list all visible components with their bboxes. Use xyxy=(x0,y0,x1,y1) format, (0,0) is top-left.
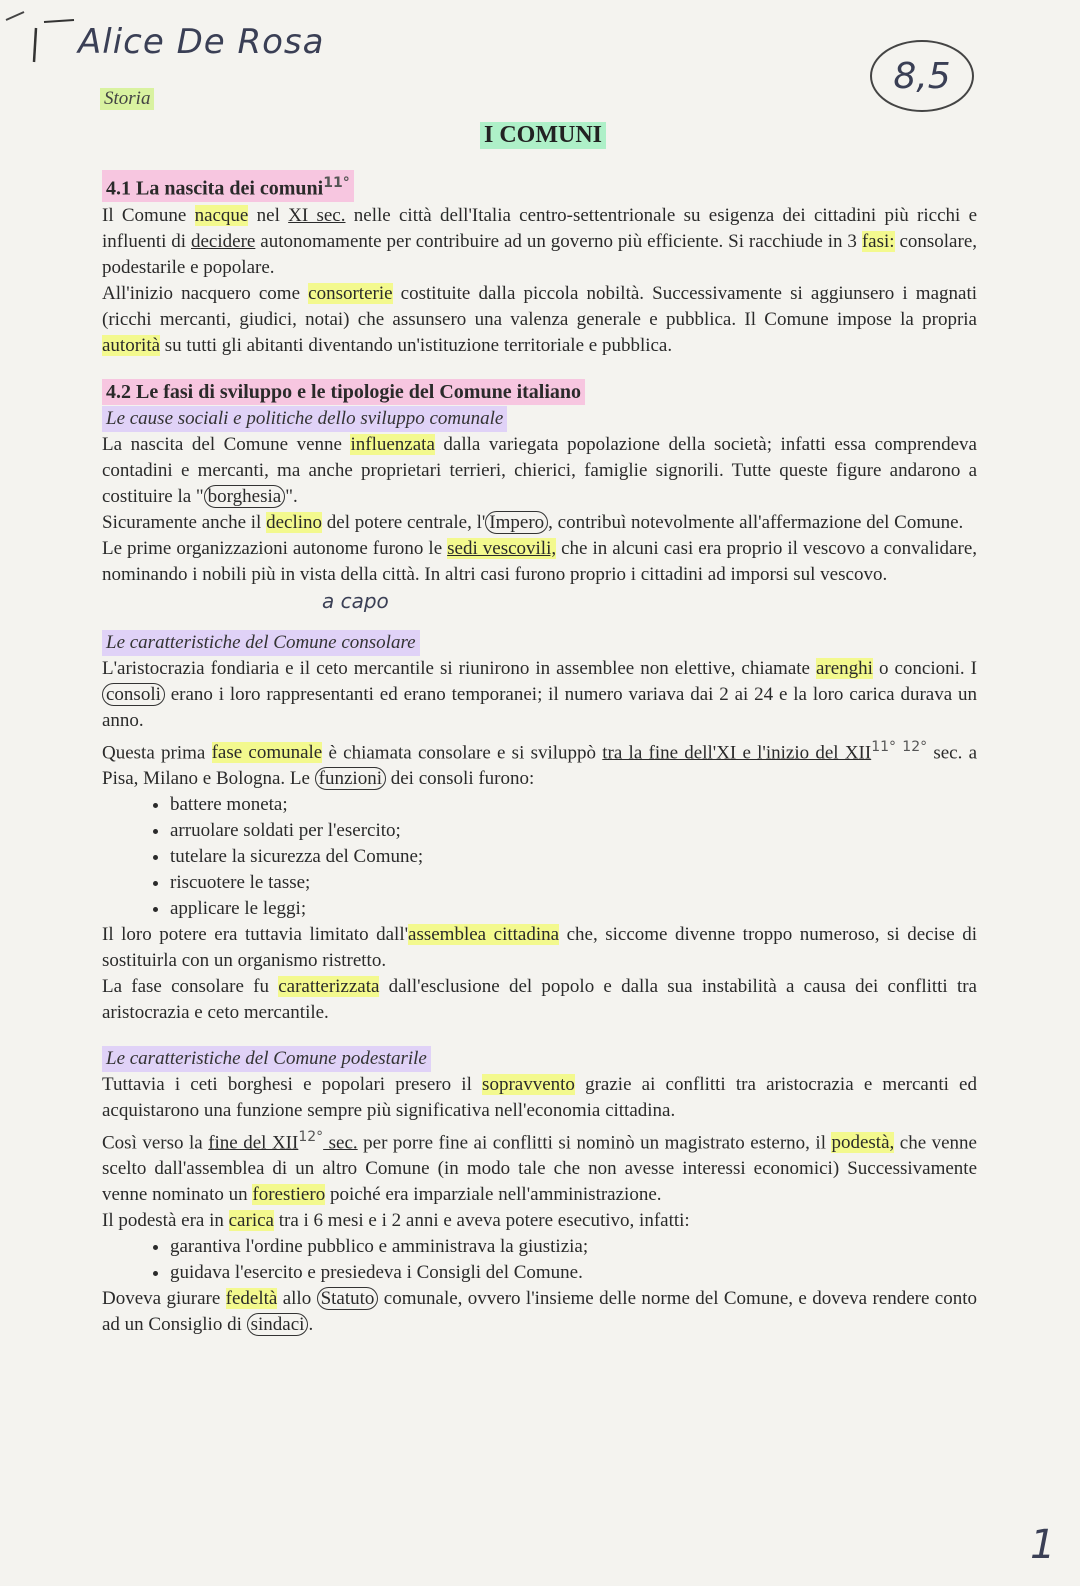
list-item: • riscuotere le tasse; xyxy=(170,870,977,896)
list-item: • battere moneta; xyxy=(170,792,977,818)
paragraph: Sicuramente anche il declino del potere centrale, l' Impero , contribuì notevolmente all'affermazione del Comune. xyxy=(102,511,964,533)
paragraph: Il Comune nacque nel XI sec. nelle città dell'Italia centro-settentrionale su esigenza dei cittadini più ricchi e influenti di decidere autonomamente per contribuire ad un governo più efficiente. Si racchiude in 3 fasi: consolare, podestarile e popolare. xyxy=(102,204,978,278)
section-heading: 4.1 La nascita dei comuni$^{11^\circ}$ xyxy=(102,170,354,202)
handwritten-note: 12° xyxy=(298,1128,324,1145)
section-heading: 4.2 Le fasi di sviluppo e le tipologie del Comune italiano xyxy=(102,379,585,405)
paragraph: Così verso la fine del XII$^{12^\circ}$ sec. per porre fine ai conflitti si nominò un magistrato esterno, il podestà, che venne scelto dall'assemblea di un altro Comune (in modo tale che non avesse interessi economici) Successivamente venne nominato un forestiero poiché era imparziale nell'amministrazione. xyxy=(102,1128,977,1206)
document-body xyxy=(102,170,977,1338)
page-title: I COMUNI xyxy=(480,122,606,149)
paragraph: Il podestà era in carica tra i 6 mesi e i 2 anni e aveva potere esecutivo, infatti: xyxy=(102,1210,690,1232)
list-item: • applicare le leggi; xyxy=(170,896,977,922)
paragraph: Questa prima fase comunale è chiamata consolare e si sviluppò tra la fine dell'XI e l'inizio del XII$^{11^\circ}$ $^{12^\circ}$ sec. a Pisa, Milano e Bologna. Le funzioni dei consoli furono: xyxy=(102,738,978,789)
paragraph: All'inizio nacquero come consorterie costituite dalla piccola nobiltà. Successivamente si aggiunsero i magnati (ricchi mercanti, giudici, notai) che assunsero una valenza generale e pubblica. Il Comune impose la propria autorità su tutti gli abitanti diventando un'istituzione territoriale e pubblica. xyxy=(102,282,977,356)
paragraph: La nascita del Comune venne influenzata dalla variegata popolazione della società; infatti essa comprendeva contadini e mercanti, ma anche proprietari terrieri, chierici, famiglie signorili. Tutte queste figure andarono a costituire la " borghesia ". xyxy=(102,433,977,507)
bullet-list xyxy=(102,792,977,922)
paragraph: L'aristocrazia fondiaria e il ceto mercantile si riunirono in assemblee non elettive, chiamate arenghi o concioni. I consoli erano i loro rappresentanti ed erano temporanei; il numero variava dai 2 ai 24 e la loro carica durava un anno. xyxy=(102,657,977,731)
grade-circle: 8,5 xyxy=(870,40,974,112)
list-item: • arruolare soldati per l'esercito; xyxy=(170,818,977,844)
bullet-list xyxy=(102,1234,977,1286)
paragraph: Il loro potere era tuttavia limitato dall'assemblea cittadina che, siccome divenne troppo numeroso, si decise di sostituirla con un organismo ristretto. xyxy=(102,923,977,971)
handwritten-note: a capo xyxy=(322,588,389,613)
handwritten-note: 11° xyxy=(323,175,350,191)
handwritten-note: 11° xyxy=(871,738,897,755)
author-name: Alice De Rosa xyxy=(78,22,325,62)
subheading: Le caratteristiche del Comune consolare xyxy=(102,630,420,656)
paragraph: Tuttavia i ceti borghesi e popolari presero il sopravvento grazie ai conflitti tra aristocrazia e mercanti ed acquistarono una funzione sempre più significativa nell'economia cittadina. xyxy=(102,1073,977,1121)
pen-stroke-mark xyxy=(2,6,82,66)
subheading: Le cause sociali e politiche dello sviluppo comunale xyxy=(102,406,507,432)
section-4-2 xyxy=(102,379,977,1339)
paragraph: La fase consolare fu caratterizzata dall'esclusione del popolo e dalla sua instabilità a causa dei conflitti tra aristocrazia e ceto mercantile. xyxy=(102,975,977,1023)
paragraph: Doveva giurare fedeltà allo Statuto comunale, ovvero l'insieme delle norme del Comune, e doveva rendere conto ad un Consiglio di sindaci . xyxy=(102,1288,977,1336)
page-number: 1 xyxy=(1030,1522,1056,1568)
list-item: • guidava l'esercito e presiedeva i Consigli del Comune. xyxy=(170,1260,977,1286)
paragraph: Le prime organizzazioni autonome furono le sedi vescovili, che in alcuni casi era proprio il vescovo a convalidare, nominando i nobili più in vista della città. In altri casi furono proprio i cittadini ad imporsi sul vescovo. xyxy=(102,537,978,585)
section-4-1 xyxy=(102,170,977,359)
subheading: Le caratteristiche del Comune podestarile xyxy=(102,1046,431,1072)
list-item: • garantiva l'ordine pubblico e amministrava la giustizia; xyxy=(170,1234,977,1260)
handwritten-note: 12° xyxy=(902,738,928,755)
list-item: • tutelare la sicurezza del Comune; xyxy=(170,844,977,870)
subject-label: Storia xyxy=(100,88,154,110)
